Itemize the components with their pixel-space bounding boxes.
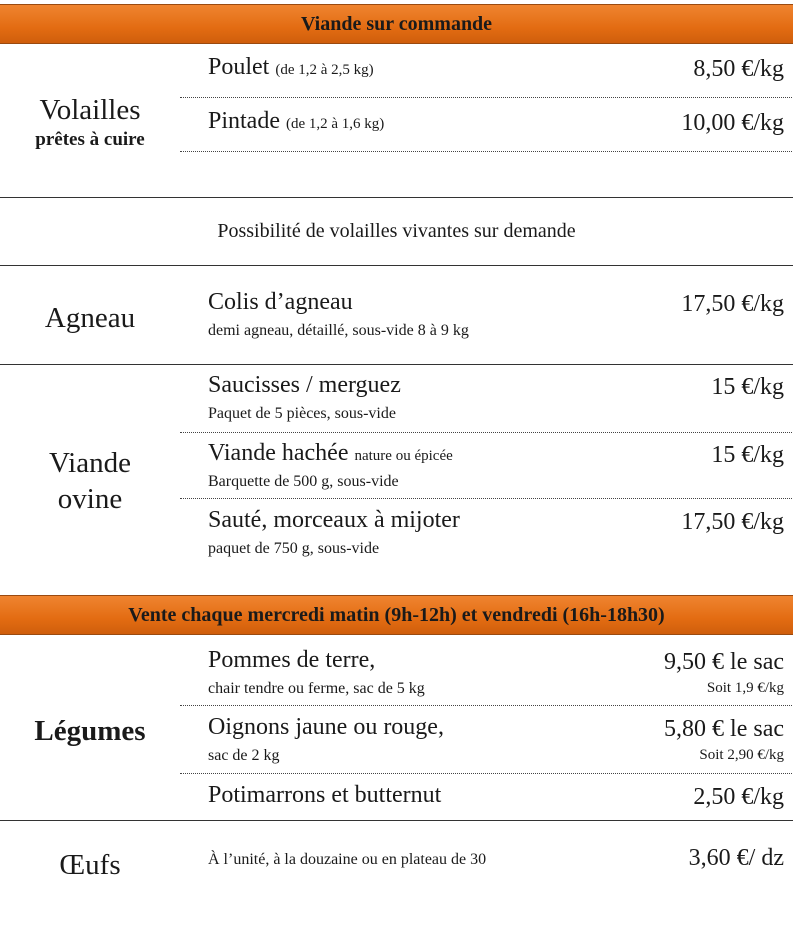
- dotted-divider: [180, 151, 792, 152]
- price-potimarrons: 2,50 €/kg: [693, 784, 784, 810]
- product-potimarrons: Potimarrons et butternut: [208, 782, 442, 808]
- product-saucisses: Saucisses / merguez: [208, 372, 401, 398]
- product-description: paquet de 750 g, sous-vide: [208, 540, 380, 557]
- price-poulet: 8,50 €/kg: [693, 56, 784, 82]
- dotted-divider: [180, 773, 792, 774]
- category-agneau: [0, 300, 180, 336]
- price-oignons: 5,80 € le sac: [664, 716, 784, 742]
- notice-volailles-vivantes: Possibilité de volailles vivantes sur demande: [217, 220, 576, 242]
- section-divider: [0, 197, 793, 198]
- category-title-line1: Viande: [48, 447, 131, 479]
- price-pintade: 10,00 €/kg: [681, 110, 784, 136]
- product-poulet: [208, 54, 374, 81]
- product-description: À l’unité, à la douzaine ou en plateau de 30: [208, 851, 487, 868]
- banner-title: Vente chaque mercredi matin (9h-12h) et vendredi (16h-18h30): [128, 603, 665, 626]
- product-description: sac de 2 kg: [208, 747, 280, 764]
- price-saucisses: 15 €/kg: [711, 374, 784, 400]
- dotted-divider: [180, 97, 792, 98]
- product-note: nature ou épicée: [354, 448, 453, 464]
- category-title: Légumes: [34, 715, 146, 747]
- category-title-line2: ovine: [57, 483, 123, 515]
- category-title: Agneau: [44, 302, 136, 334]
- section-divider: [0, 364, 793, 365]
- product-name: Viande hachée: [208, 440, 349, 466]
- category-viande-ovine: [0, 445, 180, 517]
- product-name: Poulet: [208, 54, 270, 80]
- category-title: Volailles: [39, 94, 141, 126]
- product-colis-agneau: Colis d’agneau: [208, 289, 353, 315]
- product-note: (de 1,2 à 1,6 kg): [286, 116, 385, 132]
- price-saute: 17,50 €/kg: [681, 509, 784, 535]
- price-per-kg: Soit 2,90 €/kg: [699, 747, 784, 763]
- product-description: Paquet de 5 pièces, sous-vide: [208, 405, 396, 422]
- product-description: demi agneau, détaillé, sous-vide 8 à 9 kg: [208, 322, 469, 339]
- category-subtitle: prêtes à cuire: [35, 129, 145, 150]
- price-per-kg: Soit 1,9 €/kg: [706, 680, 784, 696]
- price-oeufs: 3,60 €/ dz: [688, 845, 784, 871]
- price-colis-agneau: 17,50 €/kg: [681, 291, 784, 317]
- banner-title: Viande sur commande: [300, 12, 493, 35]
- price-pommes-de-terre: 9,50 € le sac: [664, 649, 784, 675]
- product-viande-hachee: [208, 440, 453, 467]
- section-banner-vente: [0, 595, 793, 635]
- category-title: Œufs: [59, 849, 121, 881]
- product-pommes-de-terre: Pommes de terre,: [208, 647, 376, 673]
- product-description: Barquette de 500 g, sous-vide: [208, 473, 399, 490]
- dotted-divider: [180, 498, 792, 499]
- section-divider: [0, 820, 793, 821]
- product-description: chair tendre ou ferme, sac de 5 kg: [208, 680, 425, 697]
- dotted-divider: [180, 705, 792, 706]
- category-oeufs: [0, 847, 180, 883]
- section-banner-viande: [0, 4, 793, 44]
- price-viande-hachee: 15 €/kg: [711, 442, 784, 468]
- dotted-divider: [180, 432, 792, 433]
- product-name: Pintade: [208, 108, 280, 134]
- category-volailles: [0, 92, 180, 152]
- product-pintade: [208, 108, 384, 135]
- category-legumes: [0, 713, 180, 749]
- product-note: (de 1,2 à 2,5 kg): [275, 62, 374, 78]
- product-saute: Sauté, morceaux à mijoter: [208, 507, 460, 533]
- section-divider: [0, 265, 793, 266]
- product-oignons: Oignons jaune ou rouge,: [208, 714, 444, 740]
